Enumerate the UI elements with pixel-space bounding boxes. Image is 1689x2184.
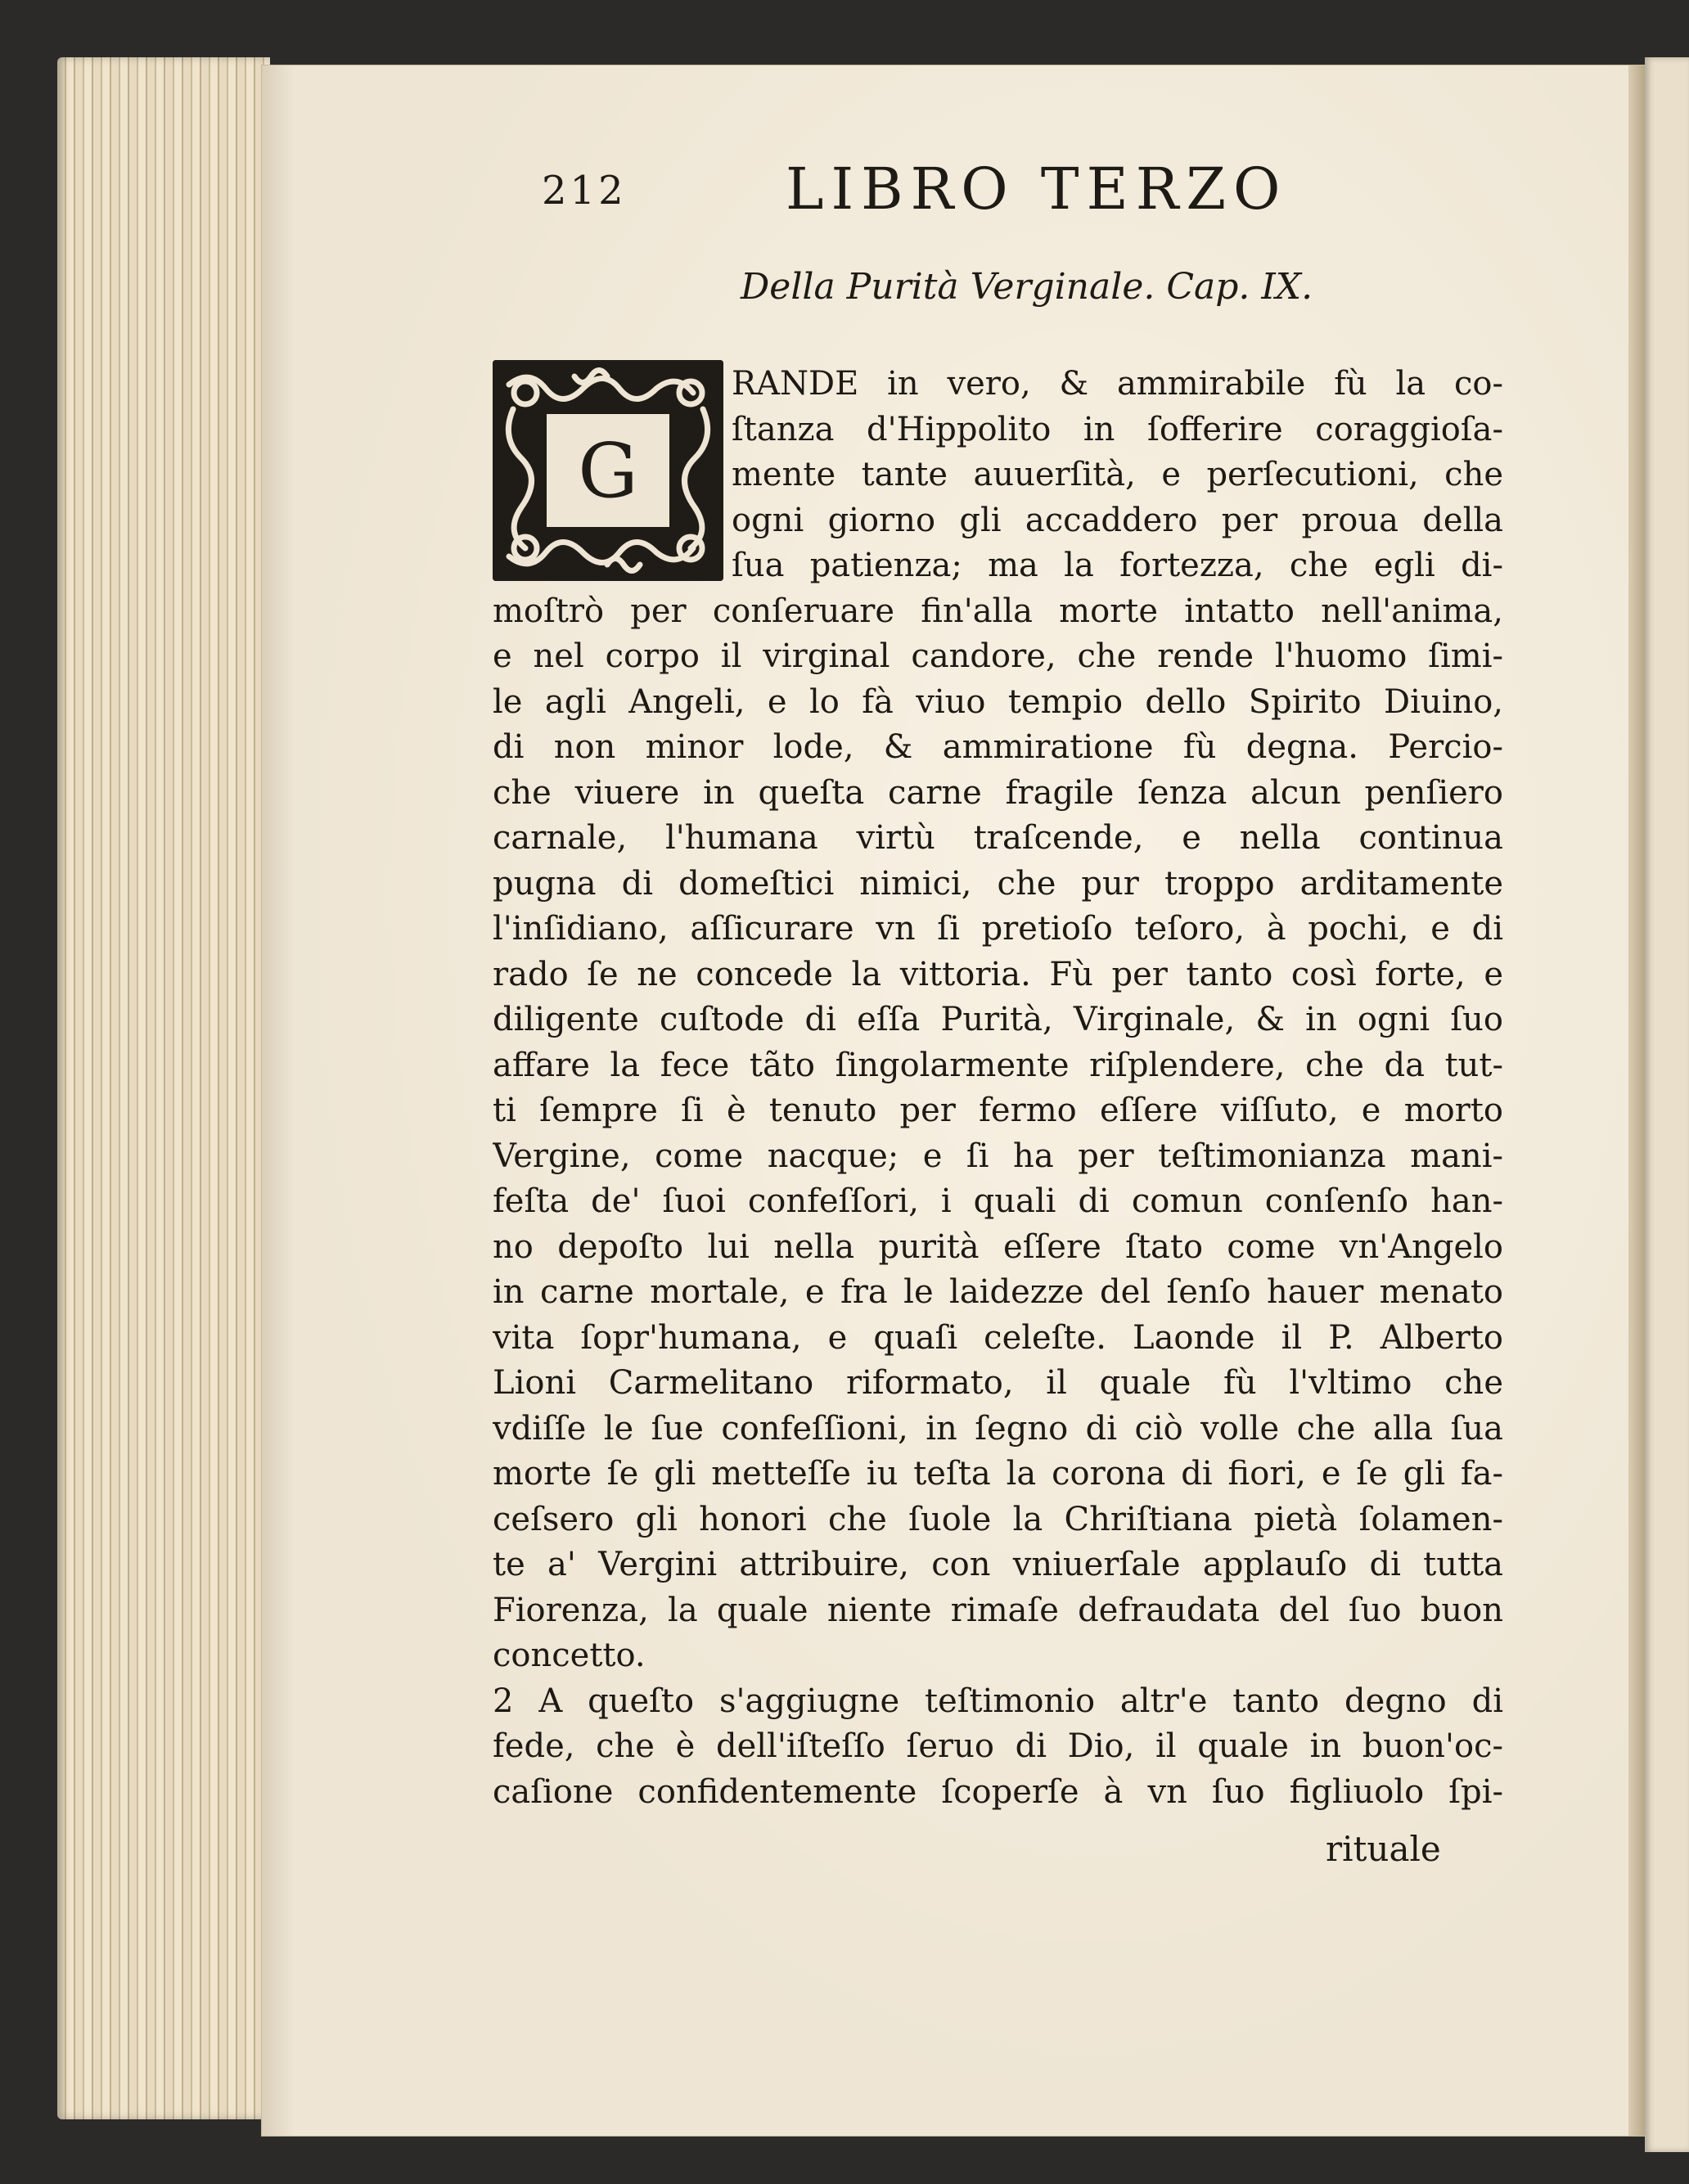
text-line: mente tante auuerſità, e perſecutioni, che	[732, 456, 1503, 493]
page-edge-stack	[57, 57, 270, 2119]
text-line: ceſsero gli honori che ſuole la Chriſtiana pietà ſolamen-	[493, 1500, 1503, 1538]
text-line: vita ſopr'humana, e quaſi celeſte. Laonde il P. Alberto	[493, 1318, 1503, 1357]
text-line: affare la fece tãto ſingolarmente riſplendere, che da tut-	[493, 1046, 1503, 1084]
chapter-heading: Della Purità Verginale. Cap. IX.	[741, 266, 1313, 308]
text-line: Vergine, come nacque; e ſi ha per teſtimonianza mani-	[493, 1137, 1503, 1175]
text-line: l'inſidiano, aſſicurare vn ſi pretioſo teſoro, à pochi, e di	[493, 910, 1503, 948]
text-line: Lioni Carmelitano riformato, il quale fù l'vltimo che	[493, 1364, 1503, 1402]
text-line: RANDE in vero, & ammirabile fù la co-	[732, 365, 1503, 403]
text-line: caſione confidentemente ſcoperſe à vn ſuo figliuolo ſpi-	[493, 1772, 1503, 1811]
text-line: pugna di domeſtici nimici, che pur troppo arditamente	[493, 864, 1503, 903]
text-line: e nel corpo il virginal candore, che rende l'huomo ſimi-	[493, 637, 1503, 675]
text-line: ti ſempre ſi è tenuto per fermo eſſere viſſuto, e morto	[493, 1092, 1503, 1129]
text-line: te a' Vergini attribuire, con vniuerſale applauſo di tutta	[493, 1546, 1503, 1583]
text-line: ſtanza d'Hippolito in ſofferire coraggioſa-	[732, 410, 1503, 448]
body-text	[493, 362, 1503, 1815]
text-line: Fiorenza, la quale niente rimaſe defraudata del ſuo buon	[493, 1591, 1503, 1629]
text-line: le agli Angeli, e lo fà viuo tempio dello Spirito Diuino,	[493, 682, 1503, 721]
text-line: concetto.	[493, 1637, 646, 1674]
text-line: che viuere in queſta carne fragile ſenza alcun penſiero	[493, 773, 1503, 812]
page-number: 212	[542, 168, 627, 214]
book-gutter	[1628, 65, 1645, 2136]
text-line: vdiſſe le ſue confeſſioni, in ſegno di ciò volle che alla ſua	[493, 1409, 1503, 1448]
text-line: diligente cuſtode di eſſa Purità, Virginale, & in ogni ſuo	[493, 1001, 1503, 1038]
text-line: ſua patienza; ma la fortezza, che egli di-	[732, 547, 1503, 584]
text-line: di non minor lode, & ammiratione fù degna. Percio-	[493, 728, 1503, 766]
text-line: morte ſe gli metteſſe iu teſta la corona di fiori, e ſe gli fa-	[493, 1455, 1503, 1493]
text-line: no depoſto lui nella purità eſſere ſtato come vn'Angelo	[493, 1227, 1503, 1266]
text-line: rado ſe ne concede la vittoria. Fù per tanto così forte, e	[493, 955, 1503, 993]
running-head-title: LIBRO TERZO	[786, 155, 1288, 223]
text-line: 2 A queſto s'aggiugne teſtimonio altr'e tanto degno di	[493, 1682, 1503, 1720]
text-line: moſtrò per conſeruare fin'alla morte intatto nell'anima,	[493, 592, 1503, 630]
facing-page-edge	[1645, 57, 1689, 2152]
text-line: fede, che è dell'iſteſſo ſeruo di Dio, il quale in buon'oc-	[493, 1727, 1503, 1765]
text-line: in carne mortale, e fra le laidezze del ſenſo hauer menato	[493, 1273, 1503, 1311]
text-line: feſta de' ſuoi confeſſori, i quali di comun conſenſo han-	[493, 1182, 1503, 1220]
text-line: carnale, l'humana virtù traſcende, e nella continua	[493, 819, 1503, 857]
drop-cap-letter: G	[578, 426, 638, 515]
catchword: rituale	[1326, 1829, 1441, 1869]
text-line: ogni giorno gli accaddero per proua della	[732, 501, 1503, 539]
